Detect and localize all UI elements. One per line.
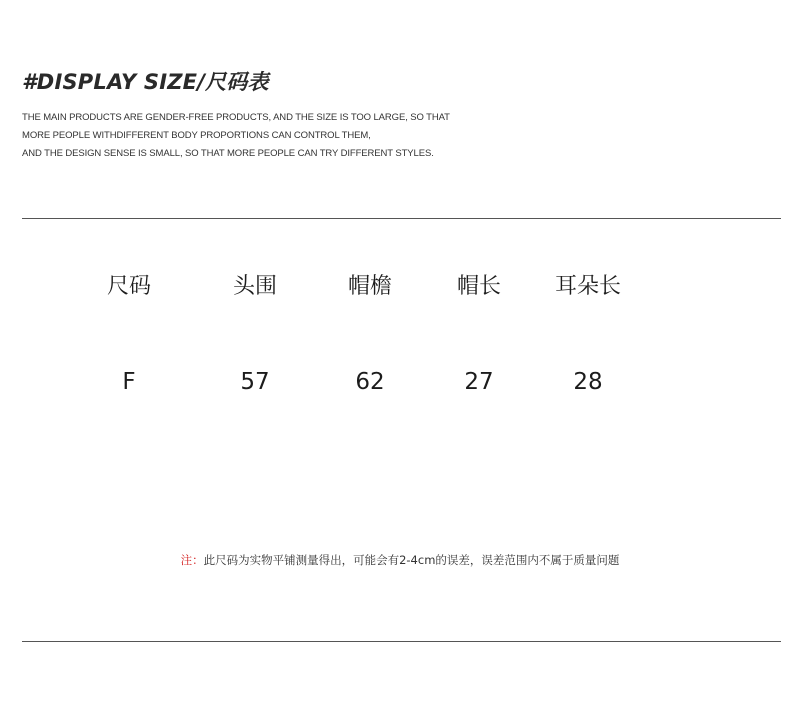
note-text: 此尺码为实物平铺测量得出，可能会有2-4cm的误差，误差范围内不属于质量问题 — [203, 553, 620, 567]
cell-hat-length: 27 — [464, 369, 494, 395]
description-line: THE MAIN PRODUCTS ARE GENDER-FREE PRODUCTS, AND THE SIZE IS TOO LARGE, SO THAT — [22, 112, 450, 123]
page-title: #DISPLAY SIZE/尺码表 — [22, 70, 269, 94]
header-hat-length: 帽长 — [456, 274, 502, 299]
cell-size: F — [122, 369, 136, 395]
header-brim: 帽檐 — [347, 274, 393, 299]
bottom-divider — [22, 641, 781, 642]
cell-head-circumference: 57 — [240, 369, 270, 395]
header-head-circumference: 头围 — [232, 274, 278, 299]
description-line: MORE PEOPLE WITHDIFFERENT BODY PROPORTIONS CAN CONTROL THEM, — [22, 130, 371, 141]
description-line: AND THE DESIGN SENSE IS SMALL, SO THAT MORE PEOPLE CAN TRY DIFFERENT STYLES. — [22, 148, 434, 159]
cell-ear-length: 28 — [573, 369, 603, 395]
measurement-note — [0, 552, 800, 568]
cell-brim: 62 — [355, 369, 385, 395]
header-ear-length: 耳朵长 — [554, 274, 622, 299]
header-size: 尺码 — [106, 274, 152, 299]
note-prefix: 注： — [180, 553, 204, 567]
